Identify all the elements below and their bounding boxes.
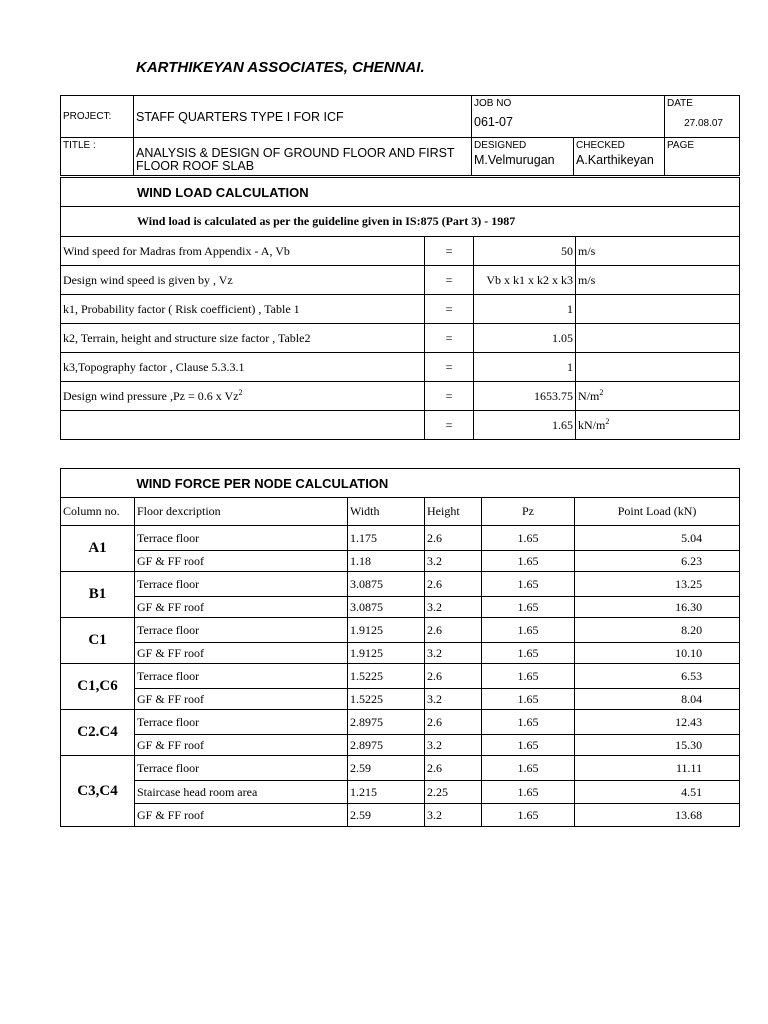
floor-description-cell: Terrace floor bbox=[135, 756, 348, 781]
floor-description-cell: GF & FF roof bbox=[135, 735, 348, 756]
wind-row-description bbox=[61, 295, 425, 324]
pz-cell: 1.65 bbox=[482, 618, 575, 643]
col-header-height: Height bbox=[425, 498, 482, 526]
project-value: STAFF QUARTERS TYPE I FOR ICF bbox=[134, 96, 472, 138]
point-load-cell: 4.51 bbox=[575, 781, 740, 804]
point-load-cell: 12.43 bbox=[575, 710, 740, 735]
wind-row-unit-sup: 2 bbox=[599, 388, 604, 397]
page-cell bbox=[665, 138, 740, 176]
project-label: PROJECT: bbox=[61, 96, 134, 138]
pz-cell: 1.65 bbox=[482, 551, 575, 572]
page-label: PAGE bbox=[667, 140, 695, 151]
col-header-column-no: Column no. bbox=[61, 498, 135, 526]
table-row bbox=[61, 689, 740, 710]
wind-row-value: 50 bbox=[474, 237, 576, 266]
pz-cell: 1.65 bbox=[482, 597, 575, 618]
job-no-value: 061-07 bbox=[474, 115, 513, 129]
width-cell: 2.59 bbox=[348, 756, 425, 781]
wind-row-equals: = bbox=[425, 237, 474, 266]
floor-description-cell: GF & FF roof bbox=[135, 643, 348, 664]
table-row bbox=[61, 804, 740, 827]
wind-row-unit-text: kN/m bbox=[578, 418, 606, 432]
column-id-cell: C3,C4 bbox=[61, 756, 135, 827]
col-header-point-load: Point Load (kN) bbox=[575, 498, 740, 526]
point-load-cell: 6.53 bbox=[575, 664, 740, 689]
floor-description-cell: Terrace floor bbox=[135, 618, 348, 643]
width-cell: 2.8975 bbox=[348, 710, 425, 735]
col-header-floor: Floor dexcription bbox=[135, 498, 348, 526]
wind-force-table bbox=[60, 468, 740, 827]
column-id-cell: C1 bbox=[61, 618, 135, 664]
point-load-cell: 11.11 bbox=[575, 756, 740, 781]
wind-row-equals: = bbox=[425, 353, 474, 382]
height-cell: 2.6 bbox=[425, 664, 482, 689]
checked-label: CHECKED bbox=[576, 140, 625, 151]
wind-row-description bbox=[61, 353, 425, 382]
table-row bbox=[61, 664, 740, 689]
pz-cell: 1.65 bbox=[482, 735, 575, 756]
table-row bbox=[61, 572, 740, 597]
wind-load-heading: WIND LOAD CALCULATION bbox=[61, 178, 740, 207]
wind-row-unit bbox=[576, 411, 740, 440]
table-row bbox=[61, 551, 740, 572]
pz-cell: 1.65 bbox=[482, 664, 575, 689]
wind-row-value: 1 bbox=[474, 295, 576, 324]
column-id-cell: B1 bbox=[61, 572, 135, 618]
point-load-cell: 8.20 bbox=[575, 618, 740, 643]
wind-row-equals: = bbox=[425, 295, 474, 324]
wind-row-unit bbox=[576, 382, 740, 411]
force-column-headers bbox=[61, 498, 740, 526]
wind-row-equals: = bbox=[425, 411, 474, 440]
title-line-1: ANALYSIS & DESIGN OF GROUND FLOOR AND FIRST bbox=[136, 145, 455, 160]
wind-load-table bbox=[60, 177, 740, 440]
wind-load-row bbox=[61, 353, 740, 382]
title-line-2: FLOOR ROOF SLAB bbox=[136, 158, 255, 173]
height-cell: 2.6 bbox=[425, 756, 482, 781]
width-cell: 3.0875 bbox=[348, 572, 425, 597]
point-load-cell: 6.23 bbox=[575, 551, 740, 572]
date-label: DATE bbox=[667, 98, 693, 109]
wind-load-row bbox=[61, 411, 740, 440]
pz-cell: 1.65 bbox=[482, 689, 575, 710]
wind-row-value: Vb x k1 x k2 x k3 bbox=[474, 266, 576, 295]
floor-description-cell: Terrace floor bbox=[135, 572, 348, 597]
wind-row-value: 1.65 bbox=[474, 411, 576, 440]
title-label: TITLE : bbox=[61, 138, 134, 176]
pz-cell: 1.65 bbox=[482, 781, 575, 804]
wind-row-description-text: Wind speed for Madras from Appendix - A, Vb bbox=[63, 243, 290, 258]
table-row bbox=[61, 643, 740, 664]
floor-description-cell: GF & FF roof bbox=[135, 804, 348, 827]
point-load-cell: 15.30 bbox=[575, 735, 740, 756]
wind-row-unit bbox=[576, 266, 740, 295]
wind-row-description-text: k2, Terrain, height and structure size factor , Table2 bbox=[63, 330, 311, 345]
pz-cell: 1.65 bbox=[482, 572, 575, 597]
wind-row-description-text: k3,Topography factor , Clause 5.3.3.1 bbox=[63, 359, 245, 374]
wind-row-unit bbox=[576, 324, 740, 353]
wind-force-rows bbox=[61, 526, 740, 827]
date-cell bbox=[665, 96, 740, 138]
point-load-cell: 10.10 bbox=[575, 643, 740, 664]
floor-description-cell: GF & FF roof bbox=[135, 597, 348, 618]
table-row bbox=[61, 597, 740, 618]
floor-description-cell: GF & FF roof bbox=[135, 551, 348, 572]
force-heading-spacer bbox=[61, 469, 135, 498]
checked-cell bbox=[574, 138, 665, 176]
designed-label: DESIGNED bbox=[474, 140, 527, 151]
point-load-cell: 8.04 bbox=[575, 689, 740, 710]
wind-row-description bbox=[61, 266, 425, 295]
width-cell: 1.175 bbox=[348, 526, 425, 551]
height-cell: 2.6 bbox=[425, 572, 482, 597]
job-no-label: JOB NO bbox=[474, 98, 512, 109]
width-cell: 1.9125 bbox=[348, 618, 425, 643]
wind-row-unit-text: m/s bbox=[578, 272, 596, 287]
height-cell: 3.2 bbox=[425, 643, 482, 664]
floor-description-cell: Terrace floor bbox=[135, 664, 348, 689]
wind-row-unit-sup: 2 bbox=[605, 417, 610, 426]
wind-row-unit bbox=[576, 295, 740, 324]
designed-cell bbox=[472, 138, 574, 176]
height-cell: 3.2 bbox=[425, 597, 482, 618]
wind-row-unit bbox=[576, 237, 740, 266]
title-value bbox=[134, 138, 472, 176]
column-id-cell: C1,C6 bbox=[61, 664, 135, 710]
column-id-cell: A1 bbox=[61, 526, 135, 572]
wind-row-description bbox=[61, 411, 425, 440]
table-row bbox=[61, 756, 740, 781]
wind-load-rows bbox=[61, 237, 740, 440]
col-header-width: Width bbox=[348, 498, 425, 526]
floor-description-cell: Staircase head room area bbox=[135, 781, 348, 804]
column-id-cell: C2.C4 bbox=[61, 710, 135, 756]
height-cell: 3.2 bbox=[425, 689, 482, 710]
wind-row-unit bbox=[576, 353, 740, 382]
height-cell: 3.2 bbox=[425, 804, 482, 827]
pz-cell: 1.65 bbox=[482, 756, 575, 781]
width-cell: 1.5225 bbox=[348, 664, 425, 689]
width-cell: 2.8975 bbox=[348, 735, 425, 756]
wind-row-description bbox=[61, 324, 425, 353]
height-cell: 2.6 bbox=[425, 618, 482, 643]
wind-row-description-sup: 2 bbox=[238, 388, 243, 397]
height-cell: 2.6 bbox=[425, 710, 482, 735]
company-name: KARTHIKEYAN ASSOCIATES, CHENNAI. bbox=[136, 59, 425, 76]
floor-description-cell: Terrace floor bbox=[135, 526, 348, 551]
width-cell: 1.5225 bbox=[348, 689, 425, 710]
width-cell: 1.215 bbox=[348, 781, 425, 804]
col-header-pz: Pz bbox=[482, 498, 575, 526]
table-row bbox=[61, 781, 740, 804]
pz-cell: 1.65 bbox=[482, 710, 575, 735]
wind-row-equals: = bbox=[425, 382, 474, 411]
table-row bbox=[61, 618, 740, 643]
table-row bbox=[61, 735, 740, 756]
height-cell: 2.6 bbox=[425, 526, 482, 551]
wind-row-unit-text: m/s bbox=[578, 243, 596, 258]
header-table bbox=[60, 95, 740, 176]
height-cell: 2.25 bbox=[425, 781, 482, 804]
wind-load-row bbox=[61, 295, 740, 324]
wind-row-value: 1653.75 bbox=[474, 382, 576, 411]
wind-row-value: 1 bbox=[474, 353, 576, 382]
floor-description-cell: GF & FF roof bbox=[135, 689, 348, 710]
table-row bbox=[61, 710, 740, 735]
wind-row-description bbox=[61, 237, 425, 266]
point-load-cell: 5.04 bbox=[575, 526, 740, 551]
height-cell: 3.2 bbox=[425, 735, 482, 756]
wind-row-description-text: Design wind speed is given by , Vz bbox=[63, 272, 233, 287]
checked-value: A.Karthikeyan bbox=[576, 153, 654, 167]
floor-description-cell: Terrace floor bbox=[135, 710, 348, 735]
wind-load-row bbox=[61, 266, 740, 295]
pz-cell: 1.65 bbox=[482, 643, 575, 664]
wind-load-row bbox=[61, 324, 740, 353]
wind-row-value: 1.05 bbox=[474, 324, 576, 353]
designed-value: M.Velmurugan bbox=[474, 153, 555, 167]
point-load-cell: 13.68 bbox=[575, 804, 740, 827]
table-row bbox=[61, 526, 740, 551]
wind-row-equals: = bbox=[425, 266, 474, 295]
wind-row-equals: = bbox=[425, 324, 474, 353]
height-cell: 3.2 bbox=[425, 551, 482, 572]
width-cell: 3.0875 bbox=[348, 597, 425, 618]
wind-load-row bbox=[61, 382, 740, 411]
pz-cell: 1.65 bbox=[482, 804, 575, 827]
wind-row-unit-text: N/m bbox=[578, 389, 600, 403]
date-value: 27.08.07 bbox=[684, 118, 723, 129]
point-load-cell: 13.25 bbox=[575, 572, 740, 597]
width-cell: 1.9125 bbox=[348, 643, 425, 664]
width-cell: 2.59 bbox=[348, 804, 425, 827]
pz-cell: 1.65 bbox=[482, 526, 575, 551]
wind-force-heading: WIND FORCE PER NODE CALCULATION bbox=[135, 469, 740, 498]
point-load-cell: 16.30 bbox=[575, 597, 740, 618]
wind-load-row bbox=[61, 237, 740, 266]
job-no-cell bbox=[472, 96, 665, 138]
wind-load-note: Wind load is calculated as per the guideline given in IS:875 (Part 3) - 1987 bbox=[61, 207, 740, 237]
wind-row-description bbox=[61, 382, 425, 411]
wind-row-description-text: Design wind pressure ,Pz = 0.6 x Vz bbox=[63, 389, 239, 403]
width-cell: 1.18 bbox=[348, 551, 425, 572]
wind-row-description-text: k1, Probability factor ( Risk coefficient) , Table 1 bbox=[63, 301, 300, 316]
